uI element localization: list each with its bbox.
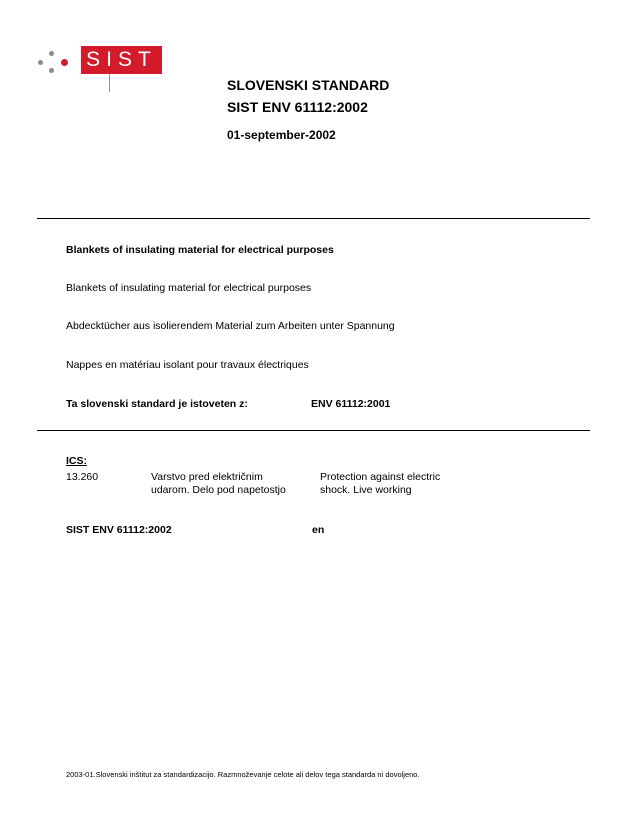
- logo-wordmark: SIST: [81, 46, 162, 74]
- copyright-footer: 2003-01.Slovenski inštitut za standardizacijo. Razmnoževanje celote ali delov tega standarda ni dovoljeno.: [66, 770, 420, 779]
- ics-english-line1: Protection against electric: [320, 471, 441, 483]
- logo-divider: [109, 74, 110, 92]
- designation-language: en: [312, 524, 325, 536]
- ics-slovenian-line2: udarom. Delo pod napetostjo: [151, 484, 286, 496]
- standard-number-heading: SIST ENV 61112:2002: [227, 99, 368, 115]
- title-french: Nappes en matériau isolant pour travaux électriques: [66, 359, 309, 371]
- ics-slovenian-line1: Varstvo pred električnim: [151, 471, 263, 483]
- logo-dot-icon: [49, 68, 54, 73]
- standard-type-heading: SLOVENSKI STANDARD: [227, 77, 390, 93]
- logo-dot-icon: [49, 51, 54, 56]
- top-divider: [37, 218, 590, 219]
- ics-code: 13.260: [66, 471, 99, 483]
- ics-english-line2: shock. Live working: [320, 484, 412, 496]
- identical-value: ENV 61112:2001: [311, 398, 391, 410]
- publication-date: 01-september-2002: [227, 128, 336, 142]
- bottom-divider: [37, 430, 590, 431]
- title-german: Abdecktücher aus isolierendem Material zum Arbeiten unter Spannung: [66, 320, 395, 332]
- designation-code: SIST ENV 61112:2002: [66, 524, 172, 536]
- logo-dot-icon: [61, 59, 68, 66]
- ics-heading: ICS:: [66, 455, 87, 467]
- title-bold: Blankets of insulating material for electrical purposes: [66, 244, 334, 256]
- logo-dot-icon: [38, 60, 43, 65]
- identical-label: Ta slovenski standard je istoveten z:: [66, 398, 248, 410]
- title-english: Blankets of insulating material for electrical purposes: [66, 282, 312, 294]
